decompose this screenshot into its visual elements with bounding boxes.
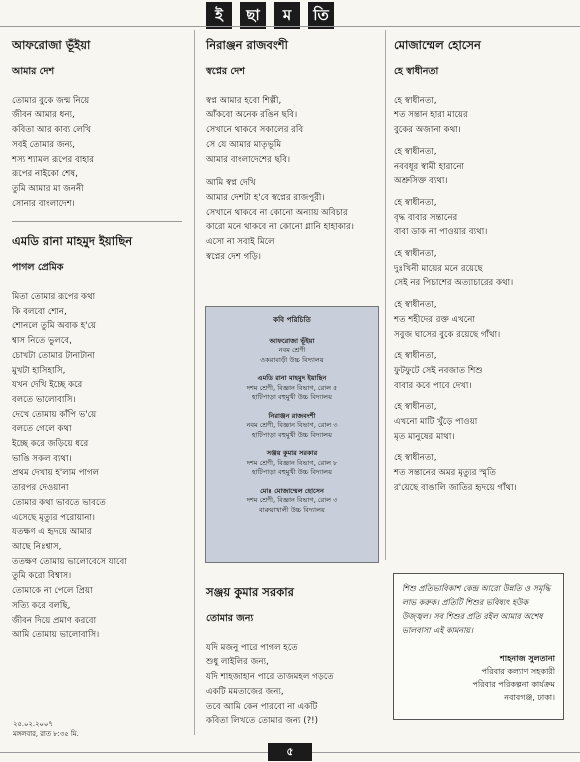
- poem-line: শত সন্তান হারা মায়ের: [394, 110, 468, 121]
- poem-line: হে স্বাধীনতা,: [394, 351, 437, 362]
- poem-line: চোখটা তোমার টানাটানা: [12, 350, 95, 361]
- poem-line: তবে আমি কেন পারবো না একটি: [206, 701, 318, 712]
- poem-line: নববধূর স্বামী হারানো: [394, 161, 464, 172]
- time-line: মঙ্গলবার, রাত ৮:৩৫ মি.: [13, 730, 79, 738]
- poem-line: হে স্বাধীনতা,: [394, 249, 437, 260]
- masthead-letter: ম: [274, 2, 300, 29]
- poem-line: সবই তোমার জন্য,: [12, 139, 75, 150]
- poem-line: সেই নর পিচাশের অত্যাচারের কথা।: [394, 278, 514, 289]
- poem-body: [12, 290, 182, 643]
- poet-introduction-box: [205, 306, 379, 563]
- poem-line: তোমার কথা ভাবতে ভাবতে: [12, 497, 106, 508]
- poem-stanza: [394, 349, 572, 393]
- poem-line: কবিতা লিখতে তোমার জন্য (?!): [206, 716, 318, 727]
- poem-body: [12, 94, 182, 212]
- poet-class: দশম শ্রেণী, বিজ্ঞান বিভাগ, রোল ৮: [246, 458, 338, 467]
- poem-stanza: [394, 451, 572, 495]
- poem-line: যখন দেখি ইচ্ছে করে: [12, 380, 83, 391]
- stanza-gap: [394, 240, 572, 247]
- poem-line: যদি শাহজাহান পারে তাজমহল গড়তে: [206, 672, 334, 683]
- poem-line: হে স্বাধীনতা,: [394, 95, 437, 106]
- notice-signature: [402, 652, 555, 704]
- poem-author: আফরোজা ভূঁইয়া: [12, 38, 91, 52]
- poem-stanza: [394, 145, 572, 189]
- signatory-role: পরিবার কল্যাণ সহকারী: [481, 667, 555, 676]
- poem-line: শুধু লাইলির জন্য,: [206, 657, 269, 668]
- masthead-letter: তি: [308, 2, 334, 29]
- poem-line: বাবার কবে পাবে দেখা।: [394, 380, 472, 391]
- column-left: [12, 38, 182, 643]
- poem-line: শস্য শ্যামল রূপের বাহার: [12, 154, 94, 165]
- section-rule: [12, 221, 182, 222]
- poem-line: প্রথম দেখায় হ'লাম পাগল: [12, 468, 100, 479]
- top-rule: [0, 26, 580, 27]
- stanza-gap: [394, 393, 572, 400]
- poem-line: বুকের অজানা কথা।: [394, 125, 461, 136]
- page-number: ৫: [268, 743, 312, 761]
- poem-line: কবিতা আর কাব্য লেখি: [12, 125, 91, 136]
- poem-author: নিরাঞ্জন রাজবংশী: [206, 38, 288, 52]
- poem-line: বলতে ভালোবাসি।: [12, 394, 76, 405]
- column-divider: [194, 30, 195, 735]
- poem-line: হে স্বাধীনতা,: [394, 197, 437, 208]
- poem-line: স্বপ্ন আমার হবো শিল্পী,: [206, 95, 282, 106]
- poem-line: হে স্বাধীনতা,: [394, 453, 437, 464]
- poem-stanza: [206, 94, 386, 168]
- poem-line: ভাঙি সকল ব্যথা।: [12, 453, 72, 464]
- column-middle-lower: [206, 585, 386, 729]
- poem-line: ততক্ষণ তোমায় ভালোবেসে যাবো: [12, 556, 127, 567]
- stanza-gap: [394, 291, 572, 298]
- poem-line: আমি তোমায় ভালোবাসি।: [12, 630, 100, 641]
- poem-line: কি বলবো শোন,: [12, 306, 67, 317]
- poem-line: এসো না সবাই মিলে: [206, 237, 275, 248]
- poem-line: আঁকবো অনেক রঙিন ছবি।: [206, 110, 298, 121]
- poem-line: এখনো মাটি খুঁড়ে পাওয়া: [394, 417, 478, 428]
- poem-line: মৃত মানুষের মাথা।: [394, 431, 455, 442]
- poem-line: সোনার বাংলাদেশ।: [12, 198, 75, 209]
- poem-line: দেখে তোমায় কাঁপি ভ'য়ে: [12, 409, 97, 420]
- poem-line: মুখটা হাসিহাসি,: [12, 365, 66, 376]
- poem-line: শোনলে তুমি অবাক হ'য়ে: [12, 321, 97, 332]
- poem-line: ইচ্ছে করে জড়িয়ে ধরে: [12, 439, 89, 450]
- poet-entries: [206, 337, 378, 516]
- poem-line: দুঃখিনী মায়ের মনে রয়েছে: [394, 263, 483, 274]
- poet-school: ওকরাবাড়ী উচ্চ বিদ্যালয়: [260, 355, 324, 364]
- column-middle: [206, 38, 386, 264]
- poem-line: সেখানে থাকবে সকালের রবি: [206, 125, 304, 136]
- poem-author: মোজাম্মেল হোসেন: [394, 38, 481, 52]
- poem-line: জীবন আমার ধন্য,: [12, 110, 75, 121]
- poem-line: বৃদ্ধ বাবার সন্তানের: [394, 212, 458, 223]
- poem-line: তুমি আমার মা জননী: [12, 183, 84, 194]
- poem-stanza: [394, 400, 572, 444]
- poet-entry: [206, 337, 378, 366]
- poem-title: তোমার জন্য: [206, 613, 254, 624]
- poem-stanza: [394, 298, 572, 342]
- poem-line: আমি স্বপ্ন দেখি: [206, 178, 256, 189]
- poet-name: আফরোজা ভূঁইয়া: [269, 336, 315, 345]
- poem-line: যতক্ষণ এ হৃদয়ে আমার: [12, 527, 92, 538]
- poem-body: [394, 94, 572, 496]
- stanza-gap: [394, 138, 572, 145]
- poet-class: নবম শ্রেণী, বিজ্ঞান বিভাগ, রোল ৩: [246, 421, 338, 429]
- poet-entry: [206, 412, 378, 441]
- masthead: [206, 2, 334, 29]
- poem-title: আমার দেশ: [12, 66, 55, 77]
- poem-author: সঞ্জয় কুমার সরকার: [206, 585, 294, 599]
- signatory-location: নবাবগঞ্জ, ঢাকা।: [504, 693, 555, 702]
- masthead-letter: ই: [206, 2, 232, 29]
- poem-line: র'য়েছে বাঙালি জাতির হৃদয়ে গাঁথা।: [394, 482, 517, 493]
- date-line: ২৫.০২.২০০৭: [13, 720, 53, 728]
- signatory-office: পরিবার পরিকল্পনা কার্যক্রম: [472, 680, 555, 689]
- poem-line: জীবন দিয়ে প্রমাণ করবো: [12, 615, 97, 626]
- poem-line: বাবা ডাক না পাওয়ার ব্যথা।: [394, 227, 488, 238]
- poem-line: রূপের নাইকো শেষ,: [12, 169, 78, 180]
- poem-line: সে যে আমার মাতৃভূমি: [206, 139, 282, 150]
- poem-line: শত শহীদের রক্ত এখনো: [394, 314, 475, 325]
- poem-stanza: [394, 247, 572, 291]
- poem-title: স্বপ্নের দেশ: [206, 66, 245, 77]
- poem-title: হে স্বাধীনতা: [394, 66, 439, 77]
- poem-author: এমডি রানা মাহমুদ ইয়াছিন: [12, 234, 133, 249]
- poet-school: বারুয়াখালী উচ্চ বিদ্যালয়: [259, 505, 325, 514]
- poet-school: হাটিপাড়া বহুমুখী উচ্চ বিদ্যালয়: [252, 393, 332, 401]
- poem-line: তুমি করো বিশ্বাস।: [12, 571, 72, 582]
- stanza-gap: [394, 189, 572, 196]
- poem-stanza: [394, 94, 572, 138]
- poem-line: শ্বাস নিতে ভুলবে,: [12, 336, 72, 347]
- poet-class: দশম শ্রেণী, বিজ্ঞান বিভাগ, রোল ৩: [246, 496, 338, 504]
- poet-name: এমডি রানা মাহমুদ ইয়াছিন: [257, 374, 327, 382]
- poem-line: অশ্রুসিক্ত ব্যথা।: [394, 176, 448, 187]
- poet-class: দশম শ্রেণী, বিজ্ঞান বিভাগ, রোল ৫: [246, 383, 338, 392]
- poem-body: [206, 641, 386, 729]
- signatory-name: শাহনাজ সুলতানা: [500, 654, 555, 663]
- poem-line: আমার বাংলাদেশের ছবি।: [206, 154, 291, 165]
- poet-school: হাটিপাড়া বহুমুখী উচ্চ বিদ্যালয়: [252, 430, 332, 439]
- column-right: [394, 38, 572, 496]
- poem-line: একটি মমতাজের জন্য,: [206, 686, 284, 697]
- poem-line: এসেছে মৃত্যুর পরোয়ানা।: [12, 512, 95, 523]
- poem-title: পাগল প্রেমিক: [12, 262, 64, 274]
- poem-line: ফুটফুটে সেই নবজাত শিশু: [394, 365, 483, 376]
- poem-line: সত্যি করে বলছি,: [12, 600, 71, 611]
- masthead-letter: ছা: [240, 2, 266, 29]
- poem-line: আমার দেশটা হ'বে স্বপ্নের রাজপুরী।: [206, 192, 325, 203]
- poet-entry: [206, 374, 378, 403]
- poem-line: আছে নিঃশ্বাস,: [12, 541, 62, 552]
- poem-line: তোমার বুকে জন্ম নিয়ে: [12, 95, 90, 106]
- poem-line: মিতা তোমার রূপের কথা: [12, 292, 96, 303]
- stanza-gap: [394, 342, 572, 349]
- poem-line: শত সন্তানের অমর মৃত্যুর স্মৃতি: [394, 468, 496, 479]
- poem-line: কারো মনে থাকবে না কোনো গ্লানি হাহাকার।: [206, 222, 354, 233]
- stanza-gap: [394, 444, 572, 451]
- poem-line: স্বপ্নের দেশ গড়ি।: [206, 251, 261, 262]
- poet-name: নিরাঞ্জন রাজবংশী: [268, 411, 316, 420]
- box-heading: কবি পরিচিতি: [273, 315, 311, 324]
- poem-stanza: [206, 176, 386, 264]
- poem-stanza: [394, 196, 572, 240]
- well-wishes-notice: [393, 573, 564, 720]
- poet-school: হাটিপাড়া বহুমুখী উচ্চ বিদ্যালয়: [252, 468, 332, 476]
- poem-line: সেখানে থাকবে না কোনো অন্যায় অবিচার: [206, 207, 348, 218]
- poem-line: হে স্বাধীনতা,: [394, 146, 437, 157]
- poem-line: হে স্বাধীনতা,: [394, 402, 437, 413]
- poem-line: সবুজ ঘাসের বুকে রয়েছে গাঁথা।: [394, 329, 501, 340]
- stanza-gap: [206, 167, 386, 176]
- poem-line: তোমাকে না পেলে প্রিয়া: [12, 586, 93, 597]
- date-note: [13, 719, 79, 739]
- poem-line: যদি মজনু পারে পাগল হতে: [206, 642, 298, 653]
- poet-entry: [206, 487, 378, 516]
- poet-class: নবম শ্রেণী: [278, 346, 306, 354]
- poet-name: সঞ্জয় কুমার সরকার: [266, 449, 318, 457]
- poem-line: হে স্বাধীনতা,: [394, 300, 437, 311]
- poem-line: বলতে গেলে কথা: [12, 424, 72, 435]
- poet-name: মোঃ মোজাম্মেল হোসেন: [260, 486, 324, 495]
- poet-entry: [206, 449, 378, 478]
- poem-line: তারপর দেওয়ানা: [12, 483, 69, 494]
- notice-message: শিশু প্রতিভাবিকাশ কেন্দ্র আরো উন্নতি ও সমৃদ্ধি লাভ করুক। প্রতিটি শিশুর ভবিষ্যৎ হউক উজ্জ্বল। সব শিশুর প্রতি রইল আমার অশেষ ভালবাসা এই কামনায়।: [402, 584, 551, 635]
